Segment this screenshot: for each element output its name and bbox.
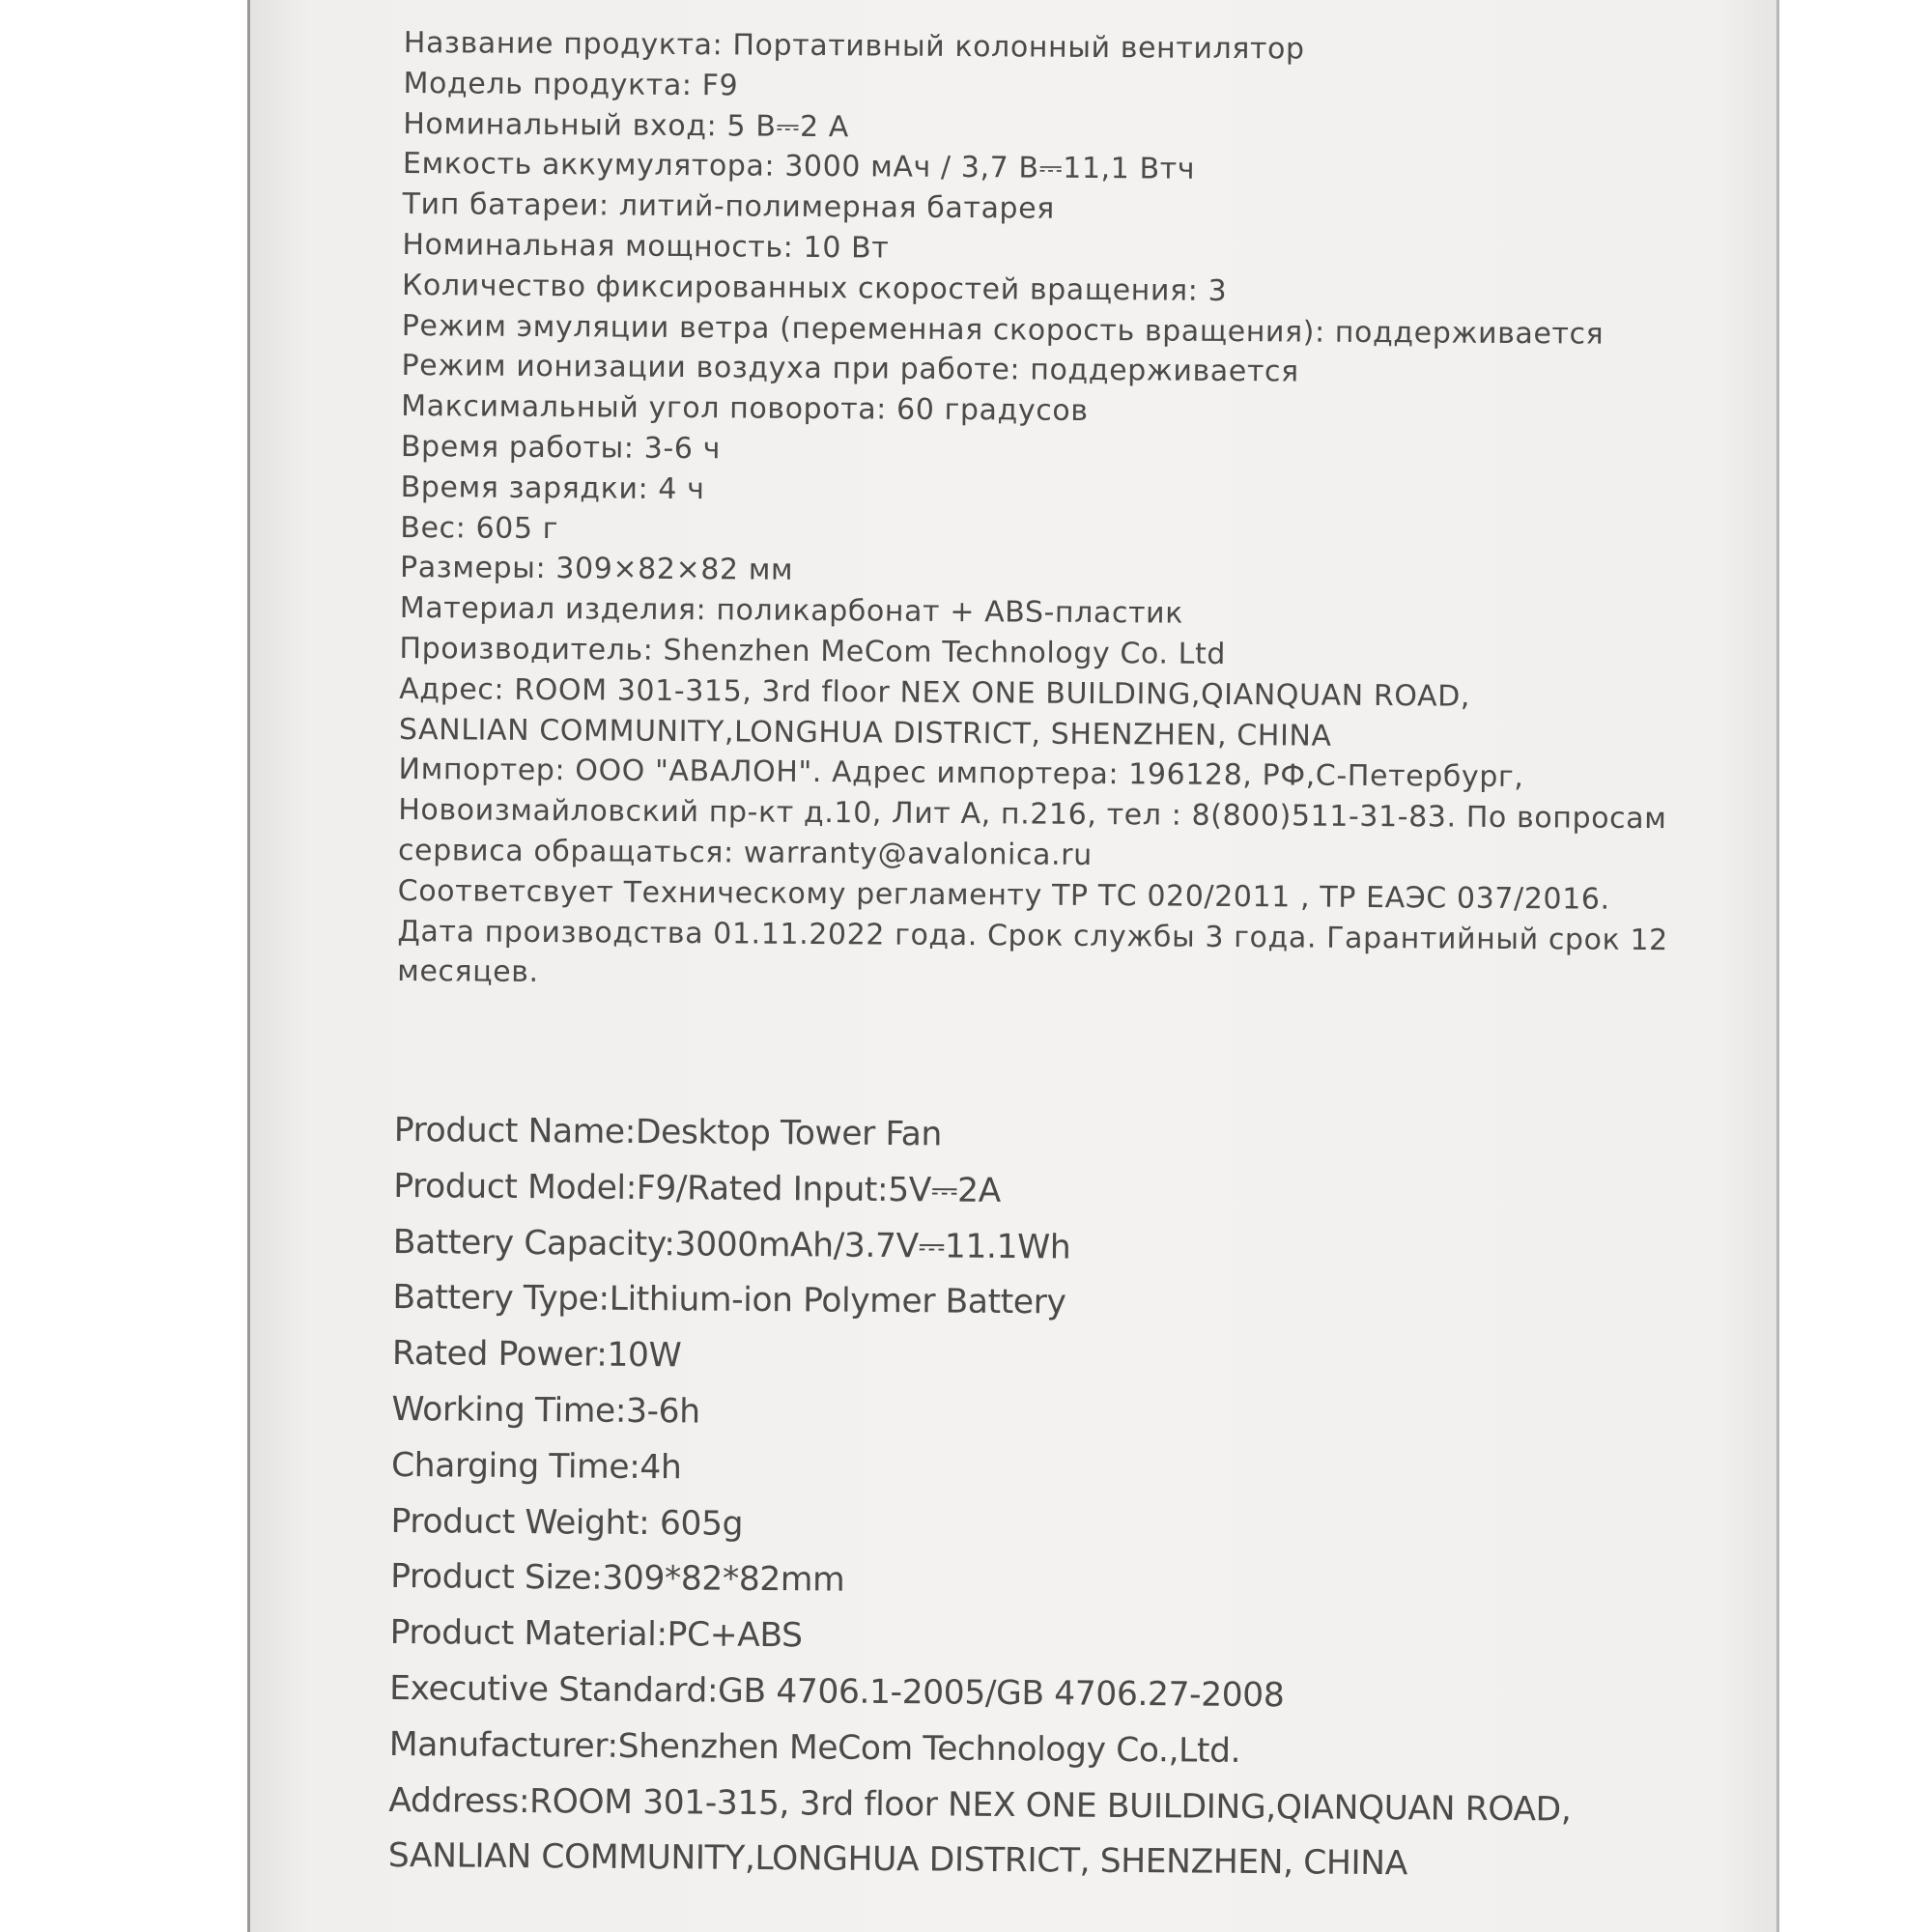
- russian-spec-block: [397, 23, 1689, 1001]
- panel-right-edge: [1776, 0, 1779, 1932]
- panel-left-edge: [247, 0, 250, 1932]
- ru-battery-type: Тип батареи: литий-полимерная батарея: [402, 187, 1055, 226]
- en-product-size: Product Size:309*82*82mm: [389, 1557, 845, 1601]
- ru-speed-count: Количество фиксированных скоростей вращения: 3: [401, 268, 1228, 308]
- en-battery-type: Battery Type:Lithium-ion Polymer Battery: [392, 1278, 1066, 1322]
- ru-product-name: Название продукта: Портативный колонный вентилятор: [403, 25, 1305, 67]
- en-product-model: Product Model:F9/Rated Input:5V⎓2A: [393, 1166, 1002, 1210]
- en-working-time: Working Time:3-6h: [391, 1389, 700, 1432]
- ru-product-model: Модель продукта: F9: [403, 66, 739, 103]
- ru-address-line-1: Адрес: ROOM 301-315, 3rd floor NEX ONE BUILDING,QIANQUAN ROAD,: [399, 671, 1471, 714]
- en-charging-time: Charging Time:4h: [390, 1445, 682, 1488]
- ru-importer-line-1: Импортер: ООО "АВАЛОН". Адрес импортера: 196128, РФ,С-Петербург,: [398, 753, 1524, 795]
- ru-production-date-cont: месяцев.: [397, 954, 539, 990]
- en-product-weight: Product Weight: 605g: [390, 1501, 744, 1544]
- ru-charging-time: Время зарядки: 4 ч: [400, 469, 705, 506]
- ru-material: Материал изделия: поликарбонат + ABS-пластик: [399, 591, 1184, 631]
- ru-ionization-mode: Режим ионизации воздуха при работе: поддерживается: [401, 349, 1299, 389]
- ru-rated-power: Номинальная мощность: 10 Вт: [402, 227, 890, 266]
- en-manufacturer: Manufacturer:Shenzhen MeCom Technology Co.,Ltd.: [388, 1724, 1241, 1771]
- ru-battery-capacity: Емкость аккумулятора: 3000 мАч / 3,7 В⎓11,1 Втч: [402, 147, 1196, 187]
- en-product-name: Product Name:Desktop Tower Fan: [393, 1110, 943, 1154]
- en-executive-standard: Executive Standard:GB 4706.1-2005/GB 4706.27-2008: [389, 1668, 1285, 1716]
- ru-importer-line-3: сервиса обращаться: warranty@avalonica.ru: [397, 833, 1093, 872]
- ru-manufacturer: Производитель: Shenzhen MeCom Technology Co. Ltd: [399, 631, 1227, 671]
- ru-dimensions: Размеры: 309×82×82 мм: [399, 551, 794, 588]
- ru-address-line-2: SANLIAN COMMUNITY,LONGHUA DISTRICT, SHENZHEN, CHINA: [398, 712, 1332, 753]
- ru-importer-line-2: Новоизмайловский пр-кт д.10, Лит А, п.216, тел : 8(800)511-31-83. По вопросам: [398, 793, 1667, 837]
- ru-compliance: Соответсвует Техническому регламенту ТР ТС 020/2011 , ТР ЕАЭС 037/2016.: [397, 873, 1610, 917]
- english-spec-block: [388, 1103, 1708, 1895]
- en-address-line-1: Address:ROOM 301-315, 3rd floor NEX ONE BUILDING,QIANQUAN ROAD,: [388, 1780, 1572, 1830]
- ru-rated-input: Номинальный вход: 5 В⎓2 А: [403, 106, 850, 144]
- ru-production-date: Дата производства 01.11.2022 года. Срок службы 3 года. Гарантийный срок 12: [397, 914, 1668, 957]
- ru-rotation-angle: Максимальный угол поворота: 60 градусов: [401, 389, 1089, 429]
- en-battery-capacity: Battery Capacity:3000mAh/3.7V⎓11.1Wh: [392, 1222, 1071, 1267]
- en-address-line-2: SANLIAN COMMUNITY,LONGHUA DISTRICT, SHENZHEN, CHINA: [387, 1836, 1408, 1884]
- en-rated-power: Rated Power:10W: [391, 1334, 682, 1376]
- ru-working-time: Время работы: 3-6 ч: [400, 429, 722, 467]
- ru-weight: Вес: 605 г: [400, 510, 559, 546]
- ru-wind-mode: Режим эмуляции ветра (переменная скорость вращения): поддерживается: [401, 308, 1605, 352]
- en-product-material: Product Material:PC+ABS: [389, 1613, 803, 1656]
